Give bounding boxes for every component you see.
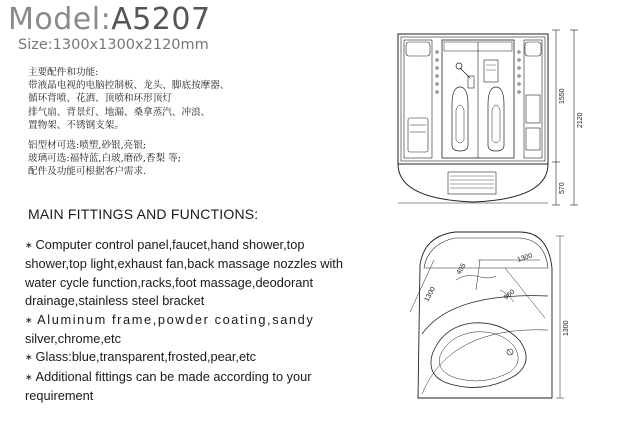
feature-line: Aluminum frame,powder coating,sandy <box>37 311 315 327</box>
dim-plan-depth: 1300 <box>563 320 570 336</box>
dim-height-total: 2120 <box>577 112 584 128</box>
cn-line: 铝型材可选:喷塑,砂银,亮银; <box>28 140 147 152</box>
cn-line: 带液晶电视的电脑控制板、龙头、脚底按摩器、 <box>28 80 230 92</box>
model-code: A5207 <box>111 2 211 37</box>
bullet-icon: ∗ <box>25 314 35 325</box>
feature-line: shower,top light,exhaust fan,back massage nozzles with <box>25 256 343 272</box>
plan-basin <box>431 323 526 388</box>
model-label: Model: <box>8 2 112 37</box>
dim-plan-inner2: 960 <box>502 288 517 302</box>
dim-height-base: 570 <box>559 182 566 194</box>
dim-plan-inner: 405 <box>455 262 468 276</box>
right-door <box>488 87 504 151</box>
english-heading: MAIN FITTINGS AND FUNCTIONS: <box>28 206 259 222</box>
feature-line: requirement <box>25 388 94 404</box>
bullet-icon: ∗ <box>25 240 33 250</box>
feature-line: silver,chrome,etc <box>25 331 122 347</box>
feature-line: drainage,stainless steel bracket <box>25 293 205 309</box>
bullet-icon: ∗ <box>25 352 33 363</box>
front-dimension-lines <box>552 30 578 205</box>
left-shelf <box>408 118 428 152</box>
dim-height-upper: 1550 <box>559 88 566 104</box>
tray-vent <box>448 172 496 194</box>
left-door <box>452 87 468 151</box>
right-shelf <box>526 95 540 123</box>
bullet-icon: ∗ <box>25 371 33 382</box>
cn-line: 玻璃可选:福特蓝,白玻,磨砂,香梨 等; <box>28 153 181 165</box>
cn-line: 置物架、不锈钢支架。 <box>28 119 124 131</box>
feature-line: Glass:blue,transparent,frosted,pear,etc <box>35 349 257 365</box>
feature-line: Computer control panel,faucet,hand shower,top <box>35 237 305 252</box>
shower-head <box>456 63 462 69</box>
front-elevation <box>398 34 548 203</box>
dim-plan-right: 1300 <box>516 252 534 264</box>
control-panel <box>484 60 498 82</box>
feature-line: Additional fittings can be made according to your <box>35 368 312 384</box>
feature-line: water cycle function,racks,foot massage,deodorant <box>25 274 314 290</box>
shower-tray <box>398 164 548 202</box>
size-spec: Size:1300x1300x2120mm <box>18 37 209 53</box>
left-lamp <box>406 42 430 56</box>
right-lamp <box>525 42 541 56</box>
cabin-frame <box>398 34 548 164</box>
dim-plan-left: 1300 <box>423 285 438 303</box>
cn-line: 排气扇、背景灯、地漏、桑拿蒸汽、冲浪、 <box>28 106 211 118</box>
cn-line: 主要配件和功能: <box>28 67 99 78</box>
cn-line: 配件及功能可根据客户需求. <box>28 166 147 178</box>
cn-line: 循环背喷、花洒、顶喷和环形顶灯 <box>28 93 172 105</box>
